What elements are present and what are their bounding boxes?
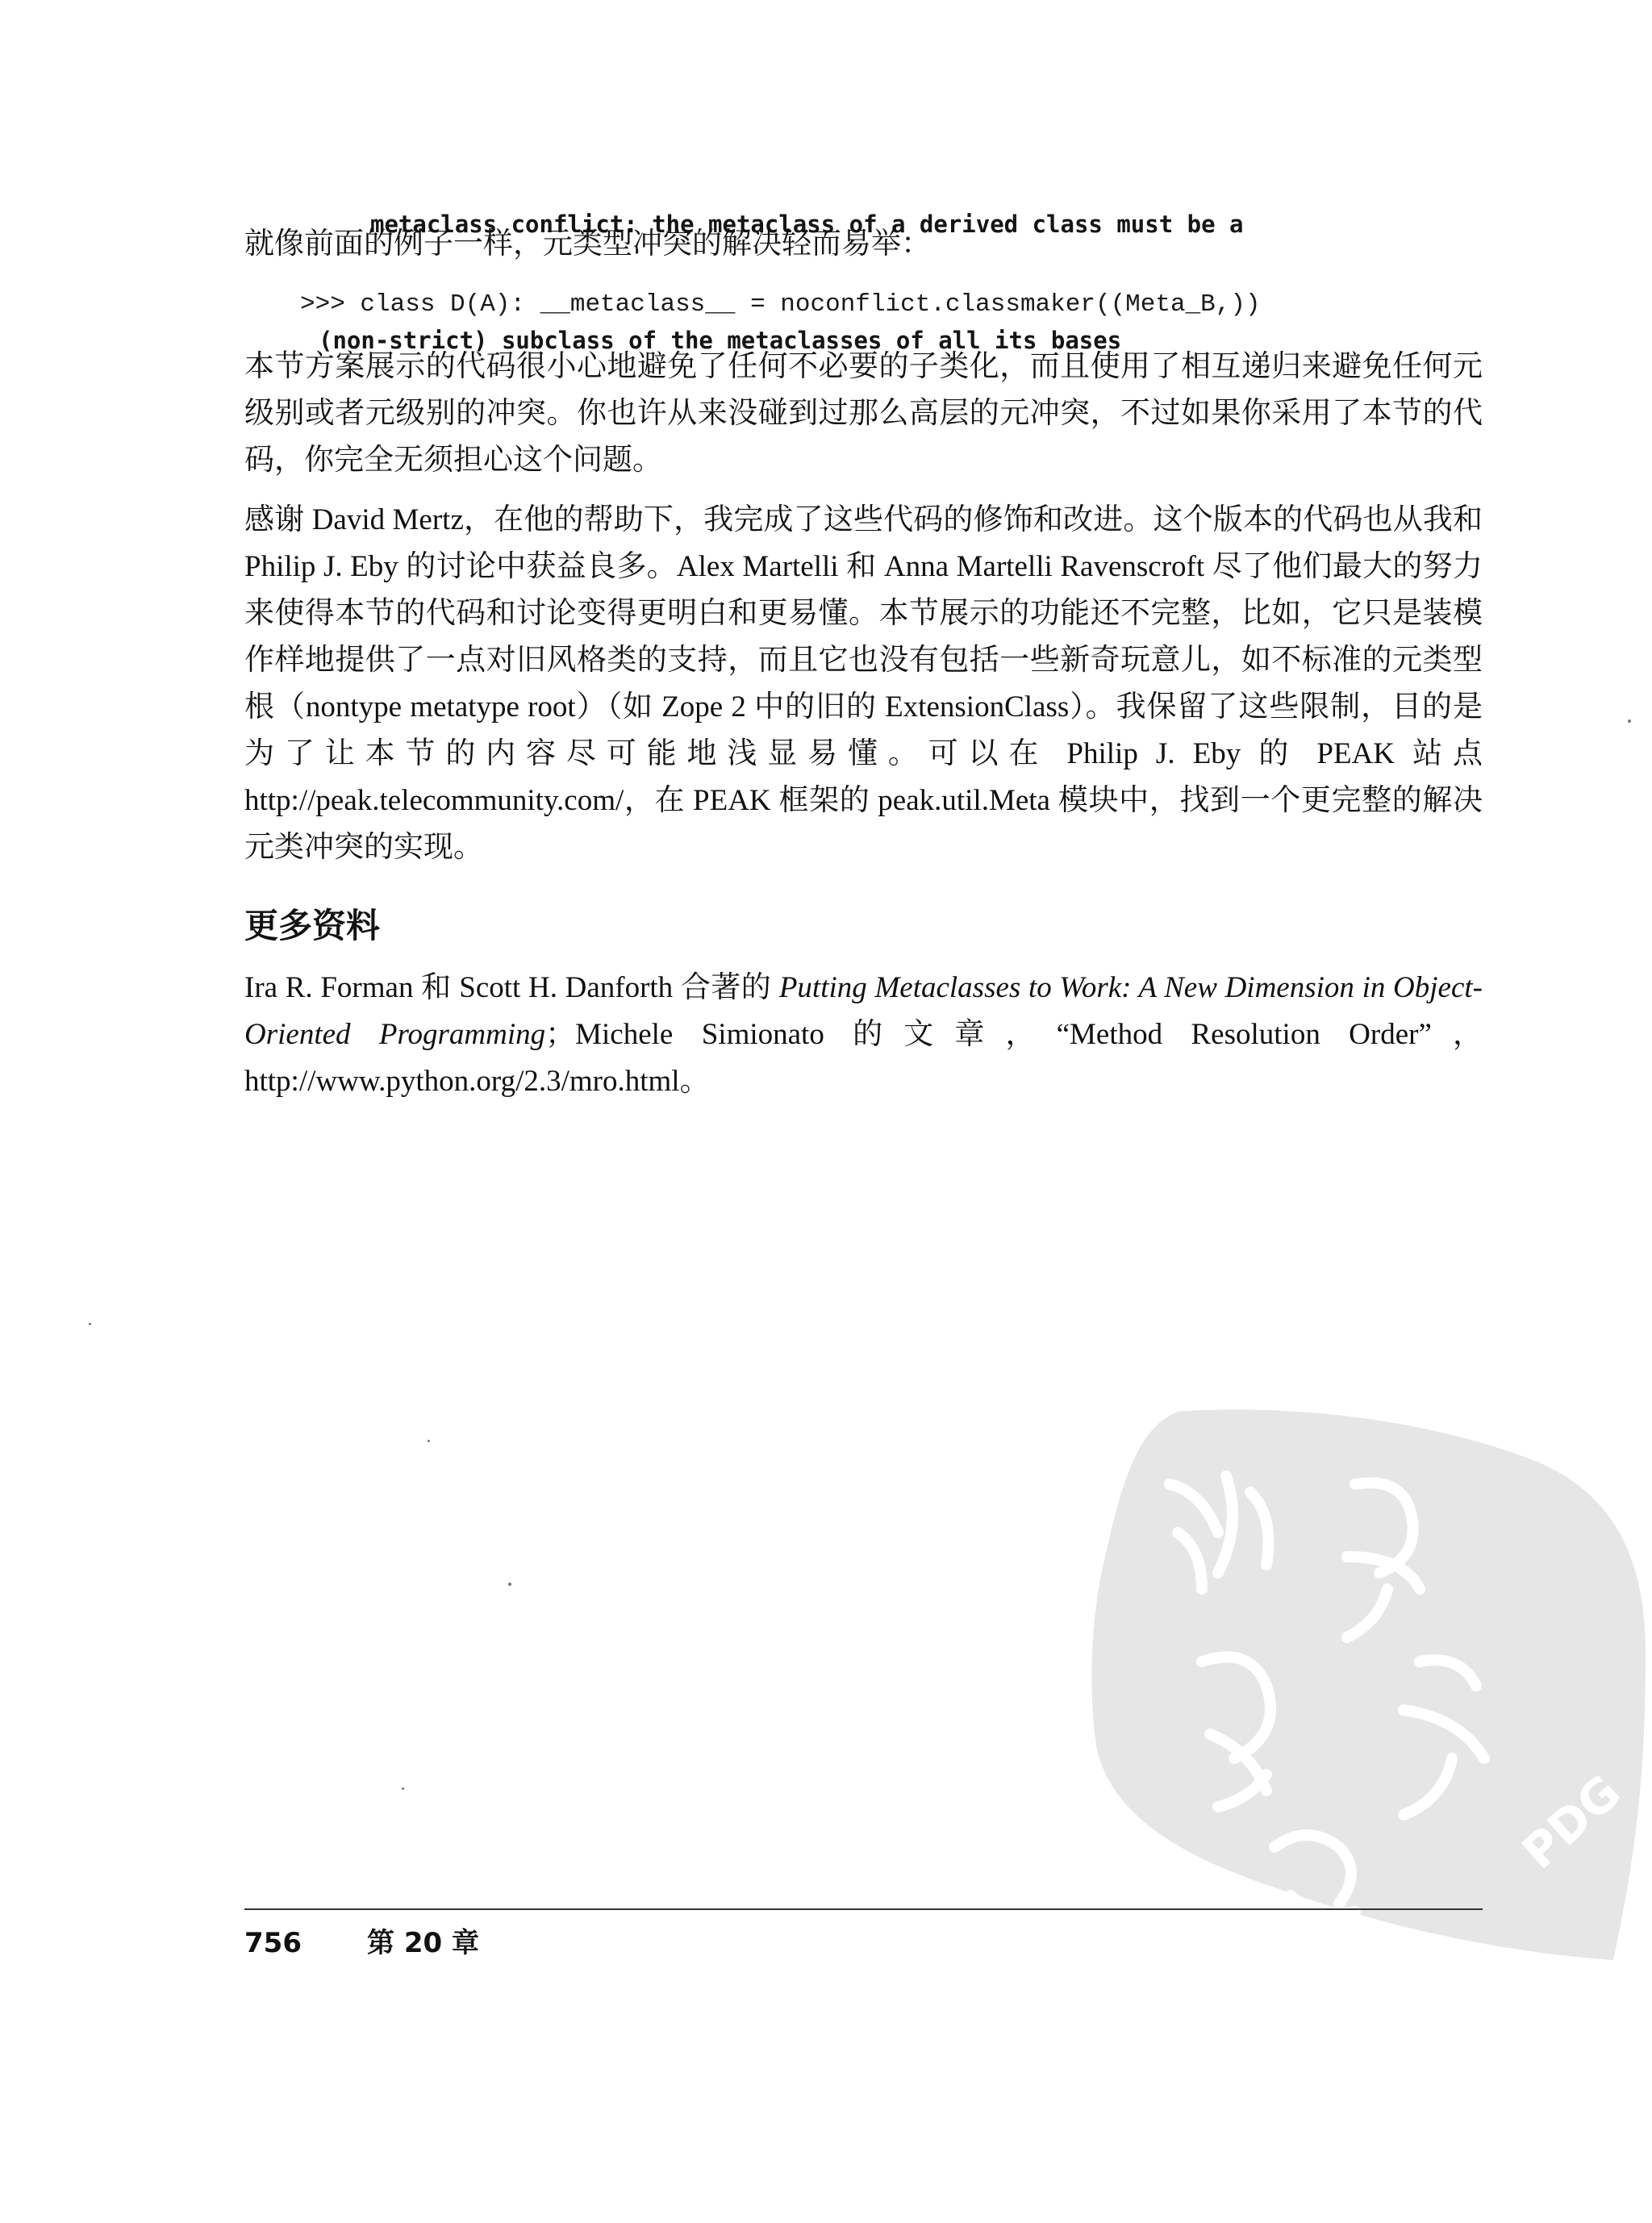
references-book-title: Putting Metaclasses to Work: A New Dimension in Object-Oriented Programming	[244, 971, 1483, 1051]
scan-speck	[1628, 719, 1631, 723]
watermark-seal-shape	[1091, 1410, 1646, 1961]
paragraph-references	[244, 965, 1483, 1105]
footer-rule	[244, 1908, 1483, 1910]
code-line-1: metaclass conflict: the metaclass of a derived class must be a	[370, 211, 1244, 238]
watermark-text: PDG	[1511, 1764, 1632, 1880]
code-command: >>> class D(A): __metaclass__ = noconflict.classmaker((Meta_B,))	[300, 290, 1261, 319]
code-line-2: (non-strict) subclass of the metaclasses of all its bases	[319, 327, 1122, 354]
section-title: 更多资料	[244, 906, 381, 945]
scan-speck	[508, 1583, 511, 1586]
page-number: 756	[244, 1927, 302, 1959]
scan-speck	[89, 1323, 91, 1325]
references-middle: ；Michele Simionato 的文章，“Method Resolution Order”，	[545, 1018, 1483, 1051]
chapter-label: 第 20 章	[367, 1927, 479, 1959]
references-authors: Ira R. Forman 和 Scott H. Danforth 合著的	[244, 971, 779, 1004]
scan-speck	[428, 1440, 430, 1442]
pdg-watermark-seal	[1081, 1395, 1652, 1976]
references-url: http://www.python.org/2.3/mro.html。	[244, 1065, 710, 1098]
paragraph-explanation: 本节方案展示的代码很小心地避免了任何不必要的子类化，而且使用了相互递归来避免任何元级别或者元级别的冲突。你也许从来没碰到过那么高层的元冲突，不过如果你采用了本节的代码，你完全无须担心这个问题。	[244, 350, 1483, 477]
paragraph-acknowledgements: 感谢 David Mertz，在他的帮助下，我完成了这些代码的修饰和改进。这个版本的代码也从我和 Philip J. Eby 的讨论中获益良多。Alex Martelli 和 Anna Martelli Ravenscroft 尽了他们最大的努力来使得本节的代码和讨论变得更明白和更易懂。本节展示的功能还不完整，比如，它只是装模作样地提供了一点对旧风格类的支持，而且它也没有包括一些新奇玩意儿，如不标准的元类型根（nontype metatype root）（如 Zope 2 中的旧的 ExtensionClass）。我保留了这些限制，目的是为了让本节的内容尽可能地浅显易懂。可以在 Philip J. Eby 的 PEAK 站点 http://peak.telecommunity.com/，在 PEAK 框架的 peak.util.Meta 模块中，找到一个更完整的解决元类冲突的实现。	[244, 503, 1483, 864]
scan-speck	[402, 1787, 404, 1790]
paragraph-intro: 就像前面的例子一样，元类型冲突的解决轻而易举：	[244, 227, 931, 261]
